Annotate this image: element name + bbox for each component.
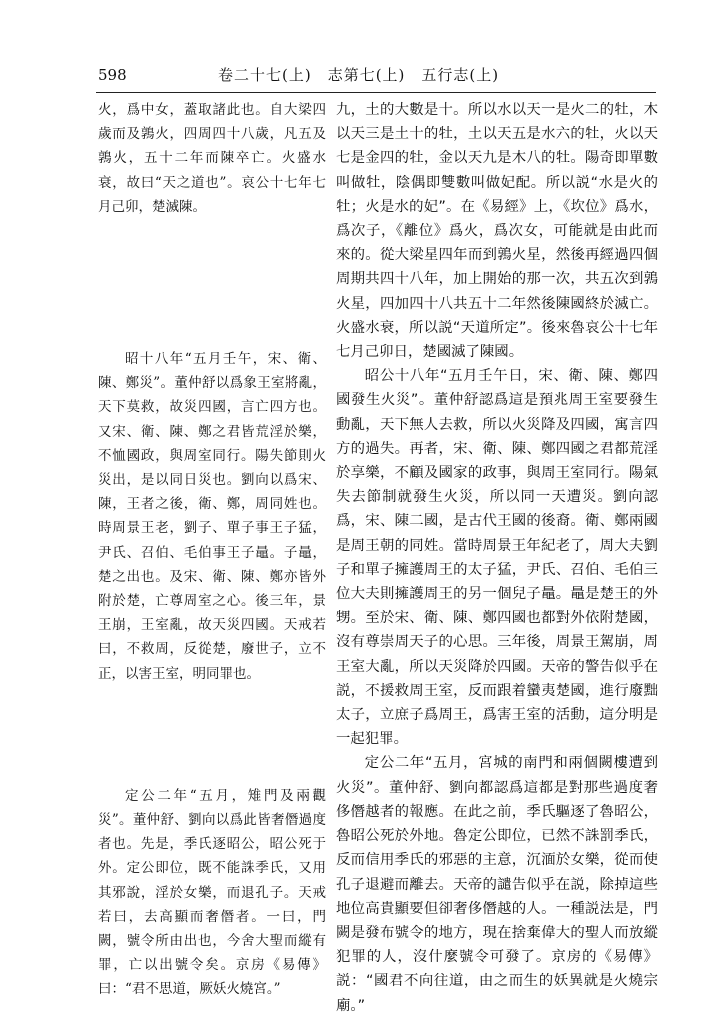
page-number: 598 — [98, 66, 127, 84]
running-head: 卷二十七(上) 志第七(上) 五行志(上) — [218, 66, 500, 84]
header-rule — [96, 92, 656, 93]
classical-text-column — [98, 98, 326, 1002]
translation-paragraph: 九，土的大數是十。所以水以天一是火二的牡，木以天三是土十的牡，土以天五是水六的牡，火以天七是金四的牡，金以天九是木八的牡。陽奇即單數叫做牡，陰偶即雙數叫做妃配。所以説“水是火的牡；火是水的妃”。在《易經》上，《坎位》爲水，爲次子，《離位》爲火，爲次女，可能就是由此而來的。從大梁星四年而到鶉火星，然後再經過四個周期共四十八年，加上開始的那一次，共五次到鶉火星，四加四十八共五十二年然後陳國終於滅亡。火盛水衰，所以説“天道所定”。後來魯哀公十七年七月己卯日，楚國滅了陳國。 — [336, 102, 658, 361]
classical-paragraph: 火，爲中女，蓋取諸此也。自大梁四歲而及鶉火，四周四十八歲，凡五及鶉火，五十二年而陳卒亡。火盛水衰，故曰“天之道也”。哀公十七年七月己卯，楚滅陳。 — [98, 102, 326, 215]
translation-paragraph: 定公二年“五月，宮城的南門和兩個闕樓遭到火災”。董仲舒、劉向都認爲這都是對那些過度奢侈僭越者的報應。在此之前，季氏驅逐了魯昭公，魯昭公死於外地。魯定公即位，已然不誅罰季氏，反而信用季氏的邪惡的主意，沉湎於女樂，從而使孔子退避而離去。天帝的譴告似乎在説，除掉這些地位高貴顯要但卻奢侈僭越的人。一種説法是，門闕是發布號令的地方，現在捨棄偉大的聖人而放縱犯罪的人，沒什麼號令可發了。京房的《易傳》説：“國君不向往道，由之而生的妖異就是火燒宗廟。” — [336, 755, 658, 1014]
translation-paragraph: 昭公十八年“五月壬午日，宋、衛、陳、鄭四國發生火災”。董仲舒認爲這是預兆周王室要發生動亂，天下無人去救，所以火災降及四國，寓言四方的過失。再者，宋、衛、陳、鄭四國之君都荒淫於享樂，不顧及國家的政事，與周王室同行。陽氣失去節制就發生火災，所以同一天遭災。劉向認爲，宋、陳二國，是古代王國的後裔。衛、鄭兩國是周王朝的同姓。當時周景王年紀老了，周大夫劉子和單子擁護周王的太子猛，尹氏、召伯、毛伯三位大夫則擁護周王的另一個兒子鼂。鼂是楚王的外甥。至於宋、衛、陳、鄭四國也都對外依附楚國，沒有尊崇周天子的心思。三年後，周景王駕崩，周王室大亂，所以天災降於四國。天帝的警告似乎在説，不援救周王室，反而跟着蠻夷楚國，進行廢黜太子，立庶子爲周王，爲害王室的活動，這分明是一起犯罪。 — [336, 368, 658, 748]
classical-paragraph: 定公二年“五月，雉門及兩觀災”。董仲舒、劉向以爲此皆奢僭過度者也。先是，季氏逐昭公，昭公死于外。定公即位，既不能誅季氏，又用其邪說，淫於女樂，而退孔子。天戒若曰，去高顯而奢僭者。一曰，門闕，號令所由出也，今舍大聖而縱有罪，亡以出號令矣。京房《易傳》曰：“君不思道，厥妖火燒宮。” — [98, 787, 326, 998]
classical-paragraph: 昭十八年“五月壬午，宋、衛、陳、鄭災”。董仲舒以爲象王室將亂，天下莫救，故災四國，言亡四方也。又宋、衛、陳、鄭之君皆荒淫於樂，不恤國政，與周室同行。陽失節則火災出，是以同日災也。劉向以爲宋、陳，王者之後，衛、鄭，周同姓也。時周景王老，劉子、單子事王子猛，尹氏、召伯、毛伯事王子鼂。子鼂，楚之出也。及宋、衛、陳、鄭亦皆外附於楚，亡尊周室之心。後三年，景王崩，王室亂，故天災四國。天戒若曰，不救周，反從楚，廢世子，立不正，以害王室，明同罪也。 — [98, 351, 326, 682]
translation-column — [336, 98, 658, 1018]
